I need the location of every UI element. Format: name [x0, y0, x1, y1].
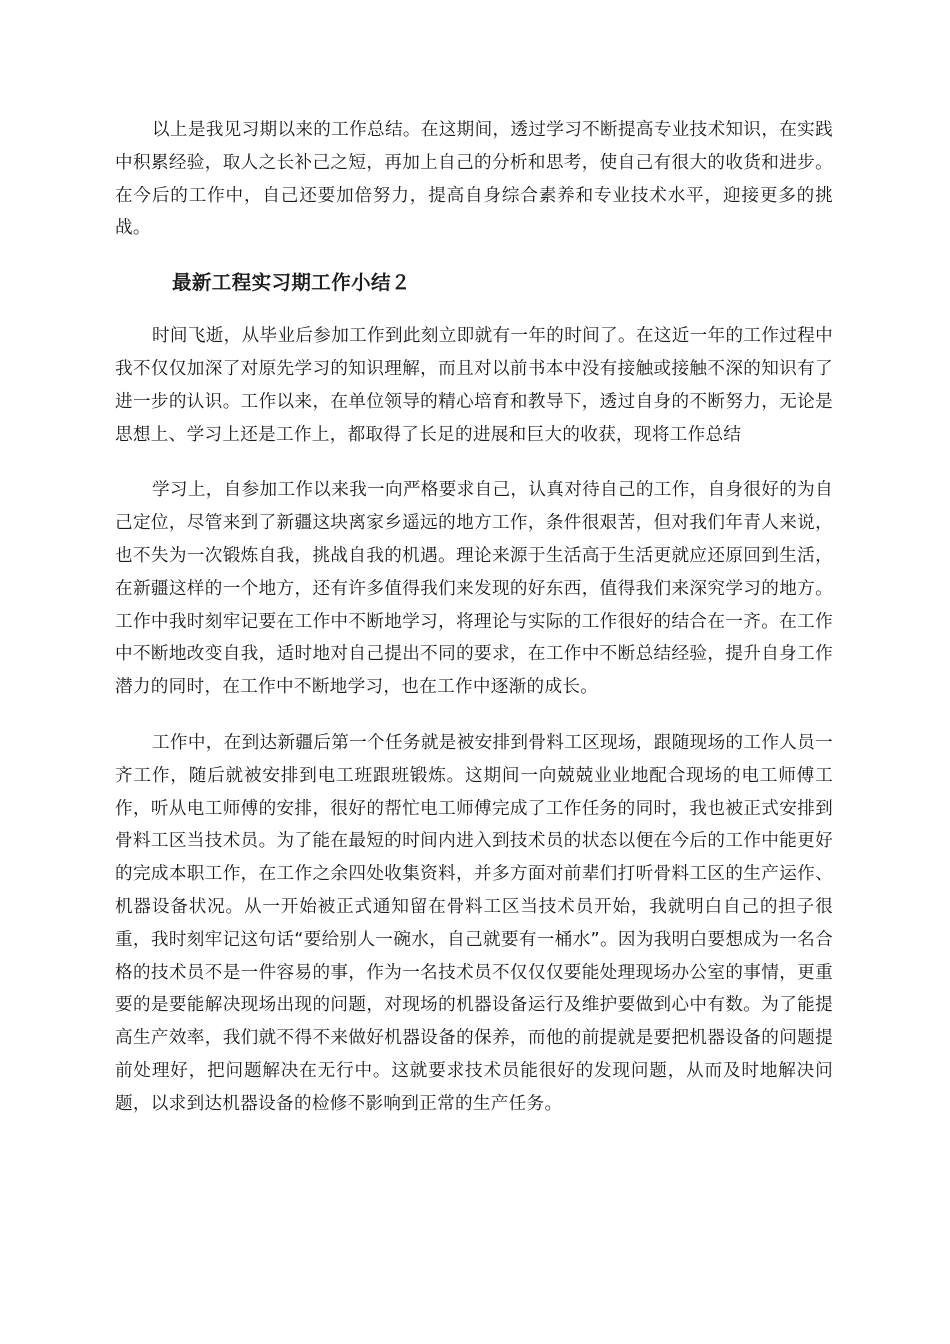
- section-heading: 最新工程实习期工作小结２: [172, 271, 411, 295]
- document-page: [115, 114, 833, 1121]
- body-paragraph: 工作中，在到达新疆后第一个任务就是被安排到骨料工区现场，跟随现场的工作人员一齐工作，随后就被安排到电工班跟班锻炼。这期间一向兢兢业业地配合现场的电工师傅工作，听从电工师傅的安排，很好的帮忙电工师傅完成了工作任务的同时，我也被正式安排到骨料工区当技术员。为了能在最短的时间内进入到技术员的状态以便在今后的工作中能更好的完成本职工作，在工作之余四处收集资料，并多方面对前辈们打听骨料工区的生产运作、机器设备状况。从一开始被正式通知留在骨料工区当技术员开始，我就明白自己的担子很重，我时刻牢记这句话“要给别人一碗水，自己就要有一桶水”。因为我明白要想成为一名合格的技术员不是一件容易的事，作为一名技术员不仅仅仅要能处理现场办公室的事情，更重要的是要能解决现场出现的问题，对现场的机器设备运行及维护要做到心中有数。为了能提高生产效率，我们就不得不来做好机器设备的保养，而他的前提就是要把机器设备的问题提前处理好，把问题解决在无行中。这就要求技术员能很好的发现问题，从而及时地解决问题，以求到达机器设备的检修不影响到正常的生产任务。: [115, 732, 833, 1114]
- body-paragraph: 时间飞逝，从毕业后参加工作到此刻立即就有一年的时间了。在这近一年的工作过程中我不仅仅加深了对原先学习的知识理解，而且对以前书本中没有接触或接触不深的知识有了进一步的认识。工作以来，在单位领导的精心培育和教导下，透过自身的不断努力，无论是思想上、学习上还是工作上，都取得了长足的进展和巨大的收获，现将工作总结: [115, 326, 833, 445]
- body-paragraph: 学习上，自参加工作以来我一向严格要求自己，认真对待自己的工作，自身很好的为自己定位，尽管来到了新疆这块离家乡遥远的地方工作，条件很艰苦，但对我们年青人来说，也不失为一次锻炼自我，挑战自我的机遇。理论来源于生活高于生活更就应还原回到生活，在新疆这样的一个地方，还有许多值得我们来发现的好东西，值得我们来深究学习的地方。工作中我时刻牢记要在工作中不断地学习，将理论与实际的工作很好的结合在一齐。在工作中不断地改变自我，适时地对自己提出不同的要求，在工作中不断总结经验，提升自身工作潜力的同时，在工作中不断地学习，也在工作中逐渐的成长。: [115, 480, 833, 698]
- intro-paragraph: 以上是我见习期以来的工作总结。在这期间，透过学习不断提高专业技术知识，在实践中积累经验，取人之长补己之短，再加上自己的分析和思考，使自己有很大的收货和进步。在今后的工作中，自己还要加倍努力，提高自身综合素养和专业技术水平，迎接更多的挑战。: [115, 120, 833, 239]
